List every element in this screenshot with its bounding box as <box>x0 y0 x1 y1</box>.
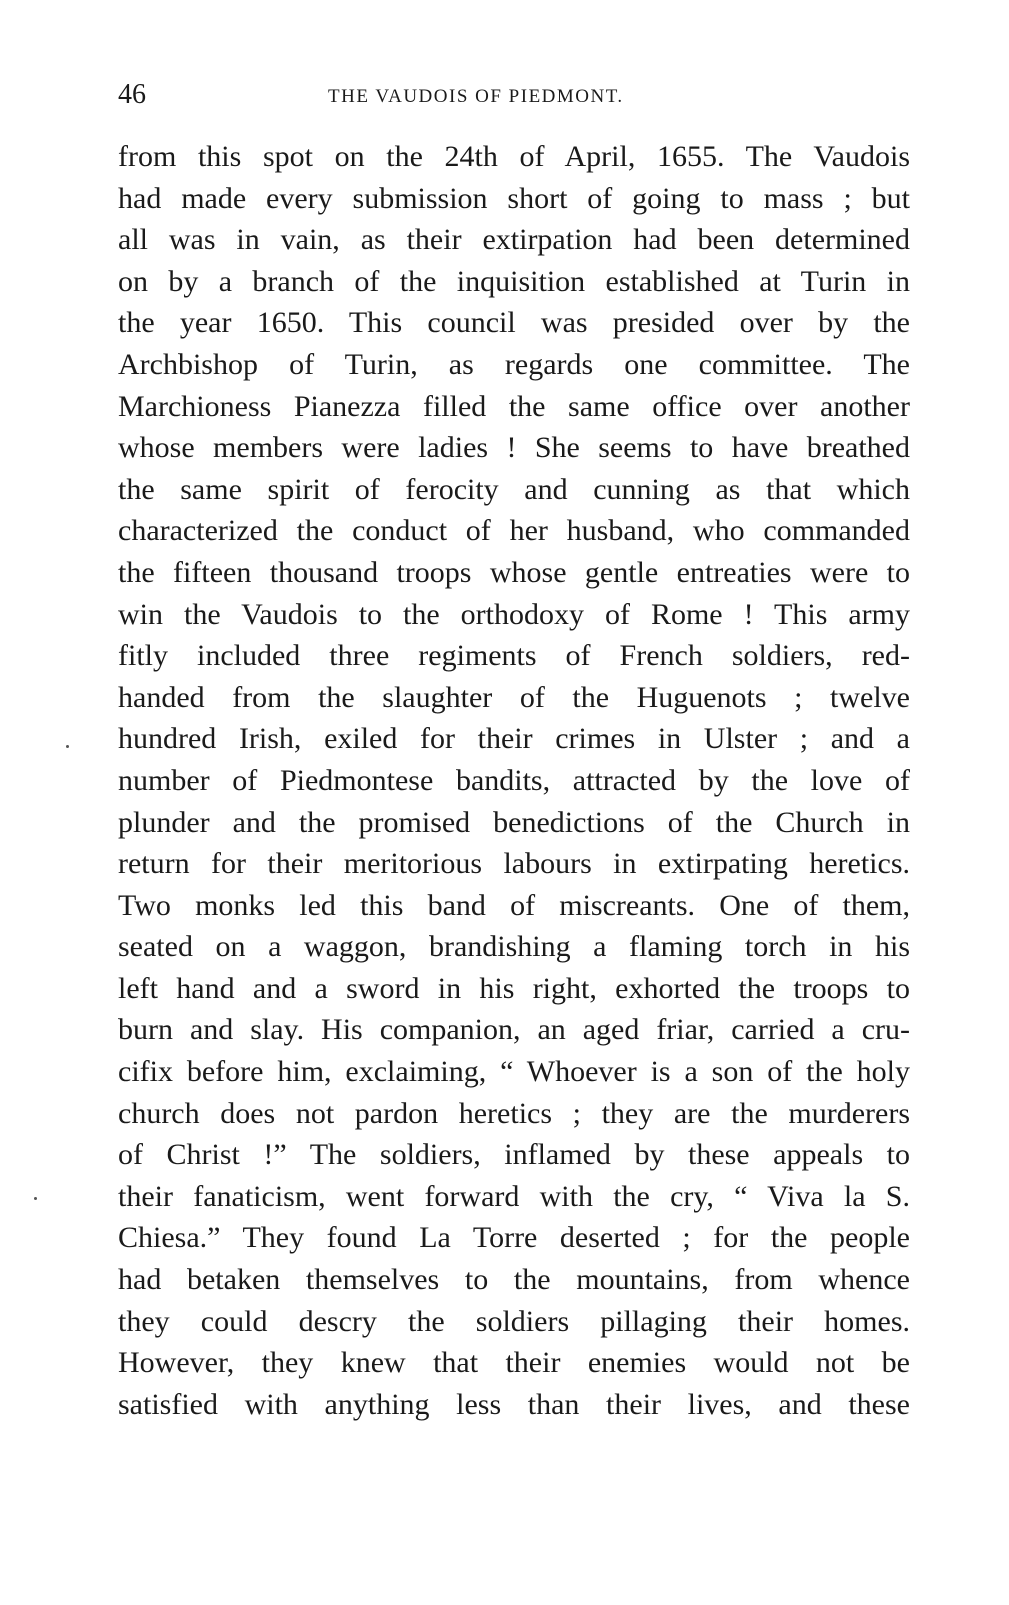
text-line: their fanaticism, went forward with the cry, “ Viva la S. <box>118 1179 910 1213</box>
text-line: number of Piedmontese bandits, attracted by the love of <box>118 763 910 797</box>
text-line: on by a branch of the inquisition established at Turin in <box>118 264 910 298</box>
text-line: win the Vaudois to the orthodoxy of Rome ! This army <box>118 597 910 631</box>
text-line: hundred Irish, exiled for their crimes in Ulster ; and a <box>118 722 910 756</box>
text-line: of Christ !” The soldiers, inflamed by these appeals to <box>118 1138 910 1172</box>
print-speck <box>66 745 69 748</box>
text-line: left hand and a sword in his right, exhorted the troops to <box>118 971 910 1005</box>
text-line: cifix before him, exclaiming, “ Whoever is a son of the holy <box>118 1055 910 1089</box>
text-line: return for their meritorious labours in extirpating heretics. <box>118 847 910 881</box>
running-title: THE VAUDOIS OF PIEDMONT. <box>328 86 624 107</box>
body-text <box>118 136 910 1425</box>
text-line: the fifteen thousand troops whose gentle entreaties were to <box>118 555 910 589</box>
text-line: the year 1650. This council was presided over by the <box>118 306 910 340</box>
text-line: had betaken themselves to the mountains, from whence <box>118 1263 910 1297</box>
print-speck <box>34 1197 37 1200</box>
text-line: characterized the conduct of her husband, who commanded <box>118 514 910 548</box>
text-line: all was in vain, as their extirpation had been determined <box>118 223 910 257</box>
text-line: However, they knew that their enemies would not be <box>118 1346 910 1380</box>
text-line: Two monks led this band of miscreants. One of them, <box>118 888 910 922</box>
text-line: the same spirit of ferocity and cunning as that which <box>118 472 910 506</box>
page-number: 46 <box>118 79 146 110</box>
text-line: Chiesa.” They found La Torre deserted ; for the people <box>118 1221 910 1255</box>
text-line: seated on a waggon, brandishing a flaming torch in his <box>118 930 910 964</box>
text-line: satisfied with anything less than their lives, and these <box>118 1387 910 1421</box>
text-line: plunder and the promised benedictions of the Church in <box>118 805 910 839</box>
text-line: Archbishop of Turin, as regards one committee. The <box>118 347 910 381</box>
text-line: had made every submission short of going to mass ; but <box>118 181 910 215</box>
text-line: church does not pardon heretics ; they are the murderers <box>118 1096 910 1130</box>
text-line: fitly included three regiments of French soldiers, red- <box>118 639 910 673</box>
text-line: they could descry the soldiers pillaging their homes. <box>118 1304 910 1338</box>
text-line: burn and slay. His companion, an aged friar, carried a cru- <box>118 1013 910 1047</box>
running-head <box>118 78 718 112</box>
text-line: handed from the slaughter of the Huguenots ; twelve <box>118 680 910 714</box>
text-line: whose members were ladies ! She seems to have breathed <box>118 431 910 465</box>
text-line: Marchioness Pianezza filled the same office over another <box>118 389 910 423</box>
text-line: from this spot on the 24th of April, 1655. The Vaudois <box>118 140 910 173</box>
